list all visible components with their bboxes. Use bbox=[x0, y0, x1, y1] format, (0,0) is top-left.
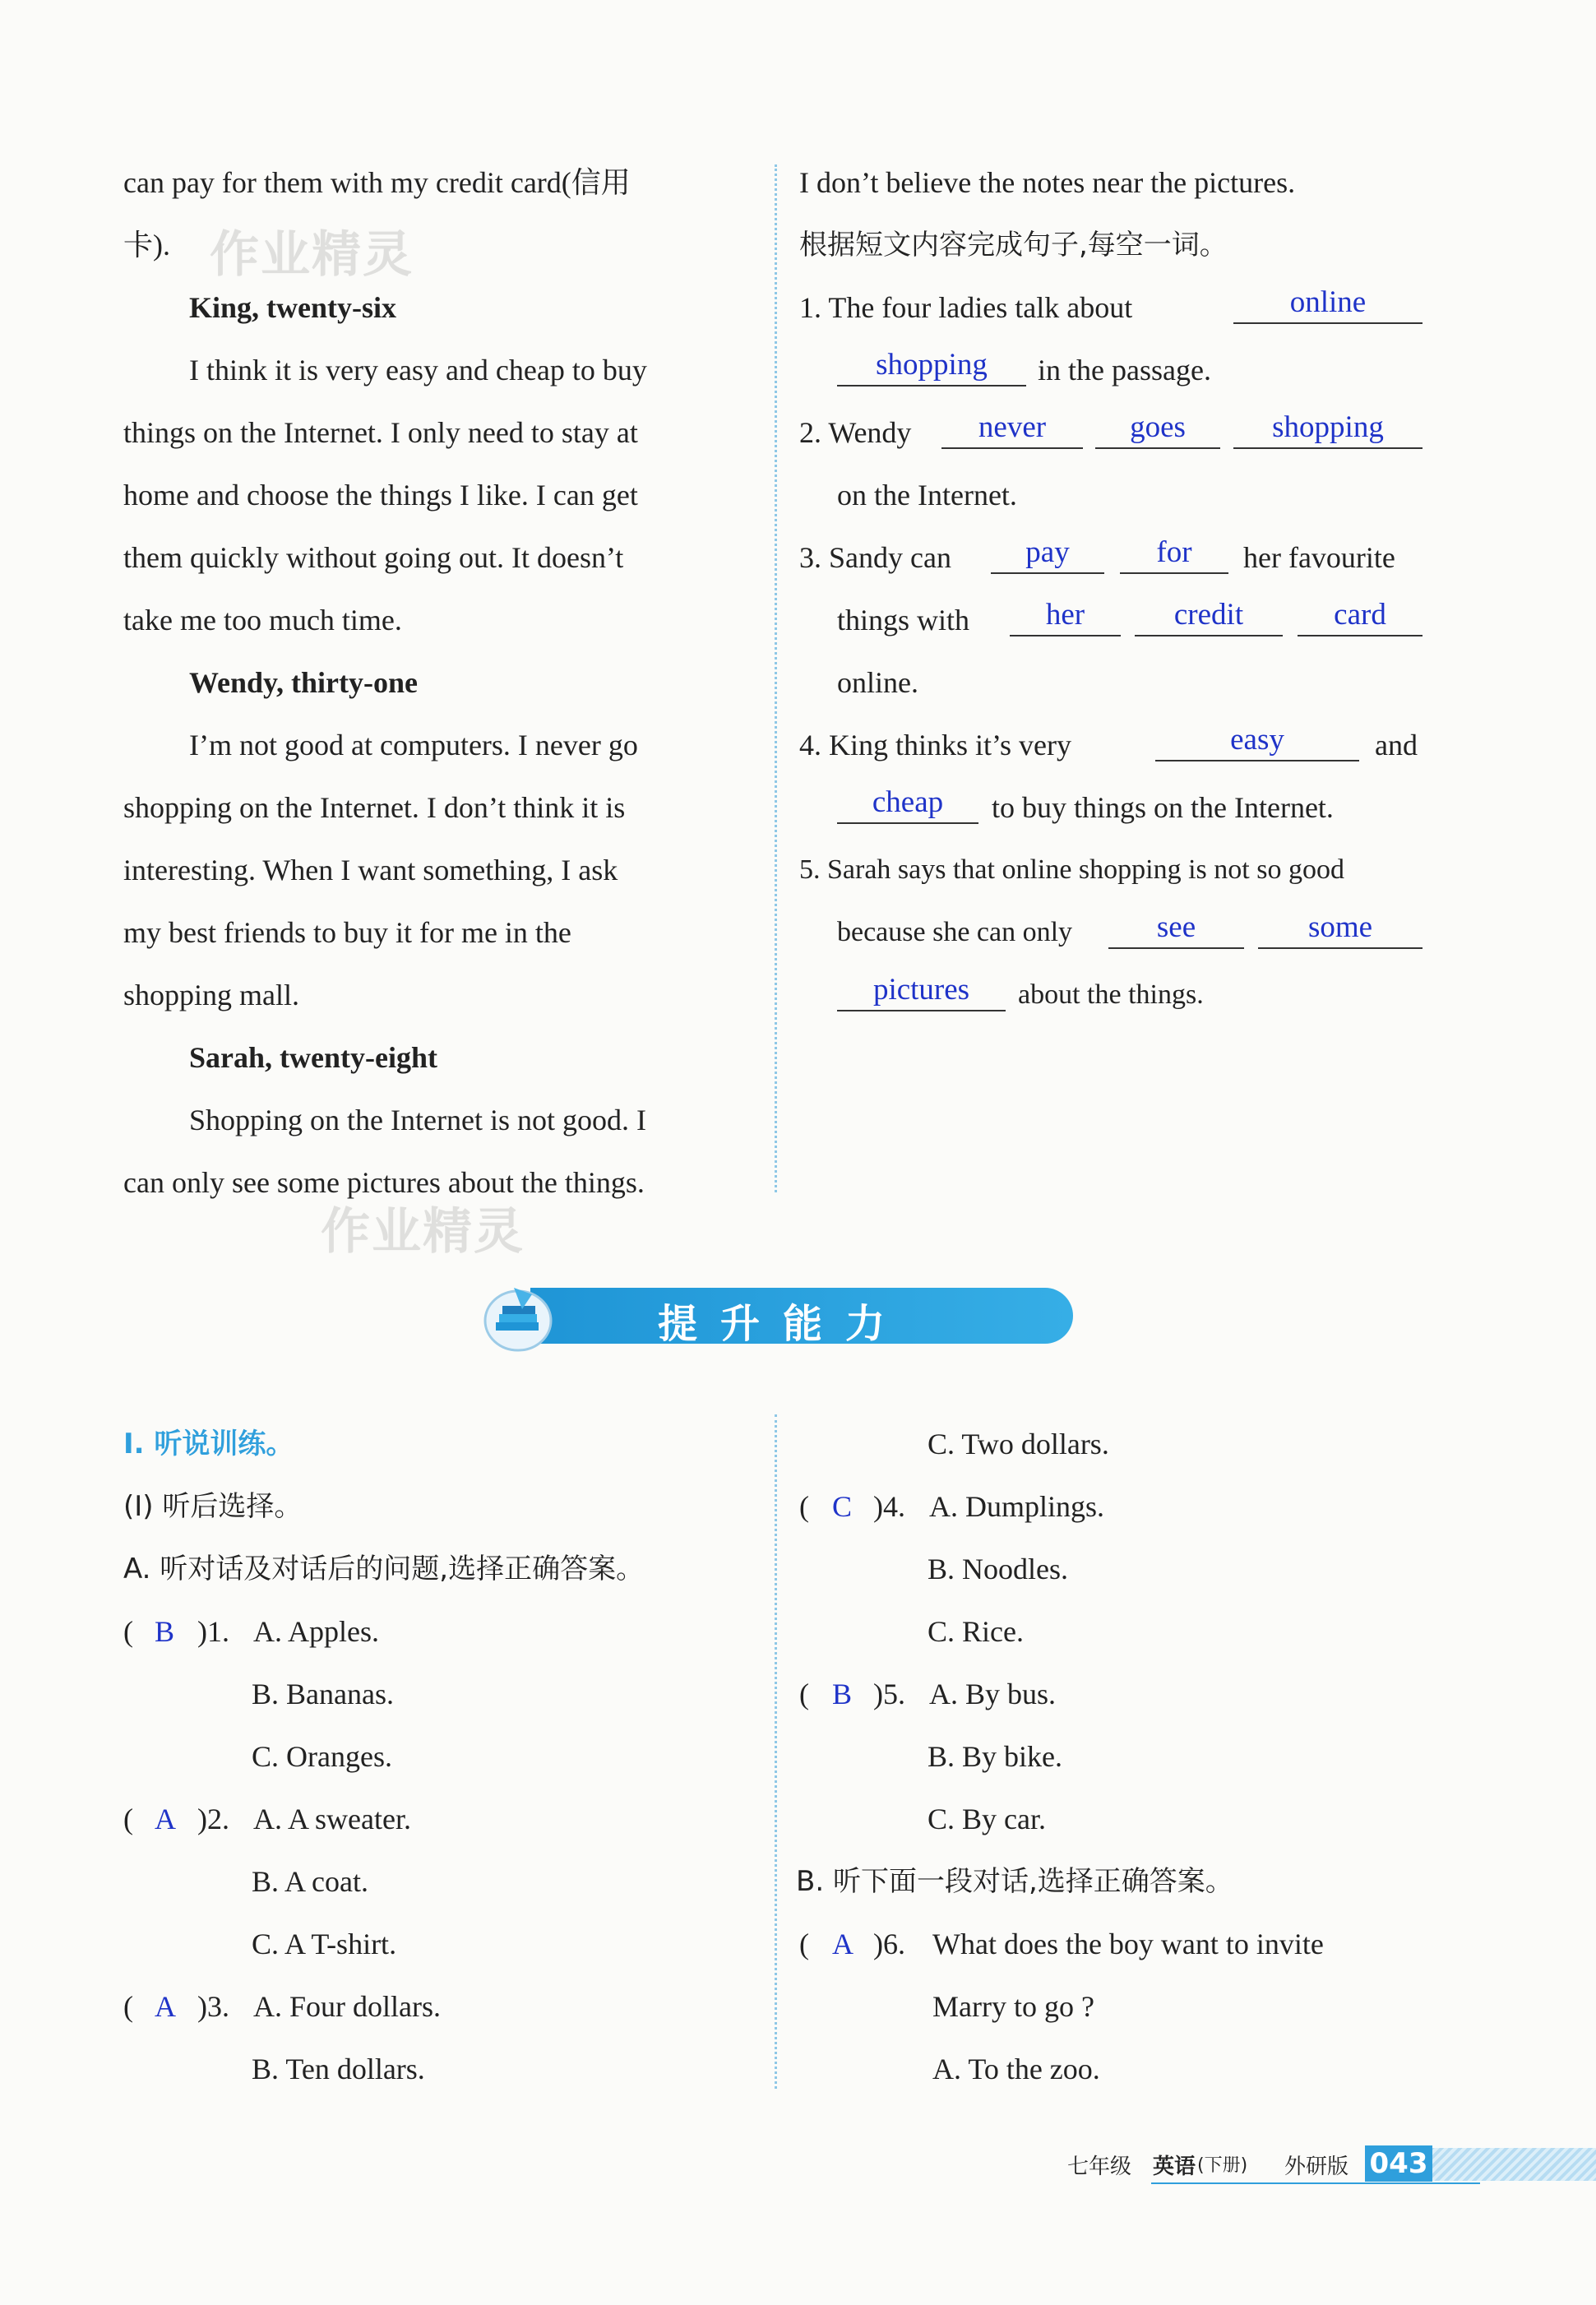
passage-line: shopping on the Internet. I don’t think it is bbox=[123, 791, 626, 824]
q3-blank-5: card bbox=[1298, 597, 1423, 636]
q5-text: 5. Sarah says that online shopping is not so good bbox=[799, 854, 1344, 885]
speaker-sarah: Sarah, twenty-eight bbox=[189, 1041, 437, 1074]
option: C. Oranges. bbox=[252, 1740, 392, 1773]
answer-5: B bbox=[832, 1678, 853, 1710]
q1-text: 1. The four ladies talk about bbox=[799, 291, 1133, 324]
books-icon bbox=[481, 1280, 555, 1354]
watermark-top: 作业精灵 bbox=[210, 226, 414, 284]
answer-3: A bbox=[155, 1990, 176, 2023]
option: C. By car. bbox=[928, 1803, 1046, 1835]
watermark-bottom: 作业精灵 bbox=[321, 1203, 525, 1261]
speaker-wendy: Wendy, thirty-one bbox=[189, 666, 419, 699]
question-6-text: What does the boy want to invite bbox=[932, 1928, 1324, 1960]
option: A. Dumplings. bbox=[929, 1490, 1105, 1523]
option: A. A sweater. bbox=[253, 1803, 411, 1835]
answer-6: A bbox=[832, 1928, 854, 1960]
passage-line: home and choose the things I like. I can get bbox=[123, 479, 638, 511]
footer-edition: 外研版 bbox=[1284, 2155, 1349, 2179]
footer-subject: 英语 bbox=[1153, 2155, 1196, 2179]
instruction: 根据短文内容完成句子,每空一词。 bbox=[799, 229, 1228, 262]
option: C. Rice. bbox=[928, 1615, 1024, 1648]
option: B. Ten dollars. bbox=[252, 2053, 425, 2085]
option: B. A coat. bbox=[252, 1865, 368, 1898]
q5-blank-3: pictures bbox=[837, 972, 1006, 1011]
option: B. By bike. bbox=[928, 1740, 1063, 1773]
option: C. A T-shirt. bbox=[252, 1928, 397, 1960]
q3-text-mid: her favourite bbox=[1243, 541, 1395, 574]
paren: ( bbox=[123, 1615, 133, 1648]
column-divider-lower bbox=[775, 1414, 777, 2089]
q-number-3: )3. bbox=[197, 1990, 229, 2023]
passage-line: I’m not good at computers. I never go bbox=[189, 729, 638, 761]
q4-blank-1: easy bbox=[1155, 722, 1359, 761]
paren: ( bbox=[123, 1803, 133, 1835]
banner-title: 提升能力 bbox=[658, 1301, 909, 1347]
section-heading: Ⅰ. 听说训练。 bbox=[123, 1428, 294, 1460]
q4-blank-2: cheap bbox=[837, 785, 978, 824]
q2-blank-3: shopping bbox=[1233, 410, 1423, 449]
passage-line: things on the Internet. I only need to stay at bbox=[123, 416, 638, 449]
paren: ( bbox=[799, 1678, 809, 1710]
option: B. Bananas. bbox=[252, 1678, 394, 1710]
q1-blank-1: online bbox=[1233, 285, 1423, 324]
footer-rule bbox=[1151, 2182, 1480, 2184]
q-number-6: )6. bbox=[873, 1928, 905, 1960]
passage-line: 卡). bbox=[123, 229, 170, 262]
q1-blank-2: shopping bbox=[837, 347, 1026, 386]
passage-line: them quickly without going out. It doesn’t bbox=[123, 541, 624, 574]
subsection-1: (Ⅰ) 听后选择。 bbox=[123, 1490, 303, 1523]
q5-blank-2: some bbox=[1258, 910, 1423, 949]
passage-line: I don’t believe the notes near the pictures. bbox=[799, 166, 1296, 199]
column-divider-upper bbox=[775, 164, 777, 1192]
q4-text: 4. King thinks it’s very bbox=[799, 729, 1071, 761]
passage-line: my best friends to buy it for me in the bbox=[123, 916, 571, 949]
option: A. Four dollars. bbox=[253, 1990, 441, 2023]
passage-line: interesting. When I want something, I ask bbox=[123, 854, 618, 886]
q3-text-end: online. bbox=[837, 666, 918, 699]
passage-line: take me too much time. bbox=[123, 604, 402, 636]
q2-blank-2: goes bbox=[1095, 410, 1220, 449]
answer-2: A bbox=[155, 1803, 176, 1835]
part-a-instruction: A. 听对话及对话后的问题,选择正确答案。 bbox=[123, 1553, 645, 1585]
passage-line: shopping mall. bbox=[123, 979, 299, 1011]
q3-blank-4: credit bbox=[1135, 597, 1283, 636]
paren: ( bbox=[799, 1928, 809, 1960]
q2-text-end: on the Internet. bbox=[837, 479, 1017, 511]
answer-1: B bbox=[155, 1615, 175, 1648]
q5-text-2: because she can only bbox=[837, 917, 1073, 947]
passage-line: can only see some pictures about the things. bbox=[123, 1166, 645, 1199]
question-6-text-2: Marry to go ? bbox=[932, 1990, 1094, 2023]
q3-blank-3: her bbox=[1010, 597, 1121, 636]
passage-line: can pay for them with my credit card(信用 bbox=[123, 166, 631, 199]
q5-blank-1: see bbox=[1108, 910, 1244, 949]
page-number: 043 bbox=[1365, 2145, 1432, 2182]
q-number-5: )5. bbox=[873, 1678, 905, 1710]
q-number-4: )4. bbox=[873, 1490, 905, 1523]
q2-blank-1: never bbox=[941, 410, 1083, 449]
q-number-2: )2. bbox=[197, 1803, 229, 1835]
option: A. Apples. bbox=[253, 1615, 379, 1648]
q5-text-end: about the things. bbox=[1018, 979, 1204, 1010]
passage-line: I think it is very easy and cheap to buy bbox=[189, 354, 647, 386]
q4-text-end: to buy things on the Internet. bbox=[992, 791, 1334, 824]
option: C. Two dollars. bbox=[928, 1428, 1109, 1460]
answer-4: C bbox=[832, 1490, 853, 1523]
footer-grade: 七年级 bbox=[1067, 2155, 1132, 2179]
part-b-instruction: B. 听下面一段对话,选择正确答案。 bbox=[796, 1865, 1233, 1898]
q3-blank-1: pay bbox=[991, 535, 1104, 574]
speaker-king: King, twenty-six bbox=[189, 291, 396, 324]
q1-text-end: in the passage. bbox=[1038, 354, 1211, 386]
q2-text: 2. Wendy bbox=[799, 416, 912, 449]
q4-text-mid: and bbox=[1375, 729, 1418, 761]
option: A. To the zoo. bbox=[932, 2053, 1100, 2085]
paren: ( bbox=[799, 1490, 809, 1523]
footer-volume: (下册) bbox=[1197, 2155, 1248, 2176]
q3-text: 3. Sandy can bbox=[799, 541, 951, 574]
q3-blank-2: for bbox=[1120, 535, 1228, 574]
option: B. Noodles. bbox=[928, 1553, 1068, 1585]
q-number-1: )1. bbox=[197, 1615, 229, 1648]
option: A. By bus. bbox=[929, 1678, 1057, 1710]
paren: ( bbox=[123, 1990, 133, 2023]
passage-line: Shopping on the Internet is not good. I bbox=[189, 1104, 646, 1136]
q3-text-2: things with bbox=[837, 604, 970, 636]
